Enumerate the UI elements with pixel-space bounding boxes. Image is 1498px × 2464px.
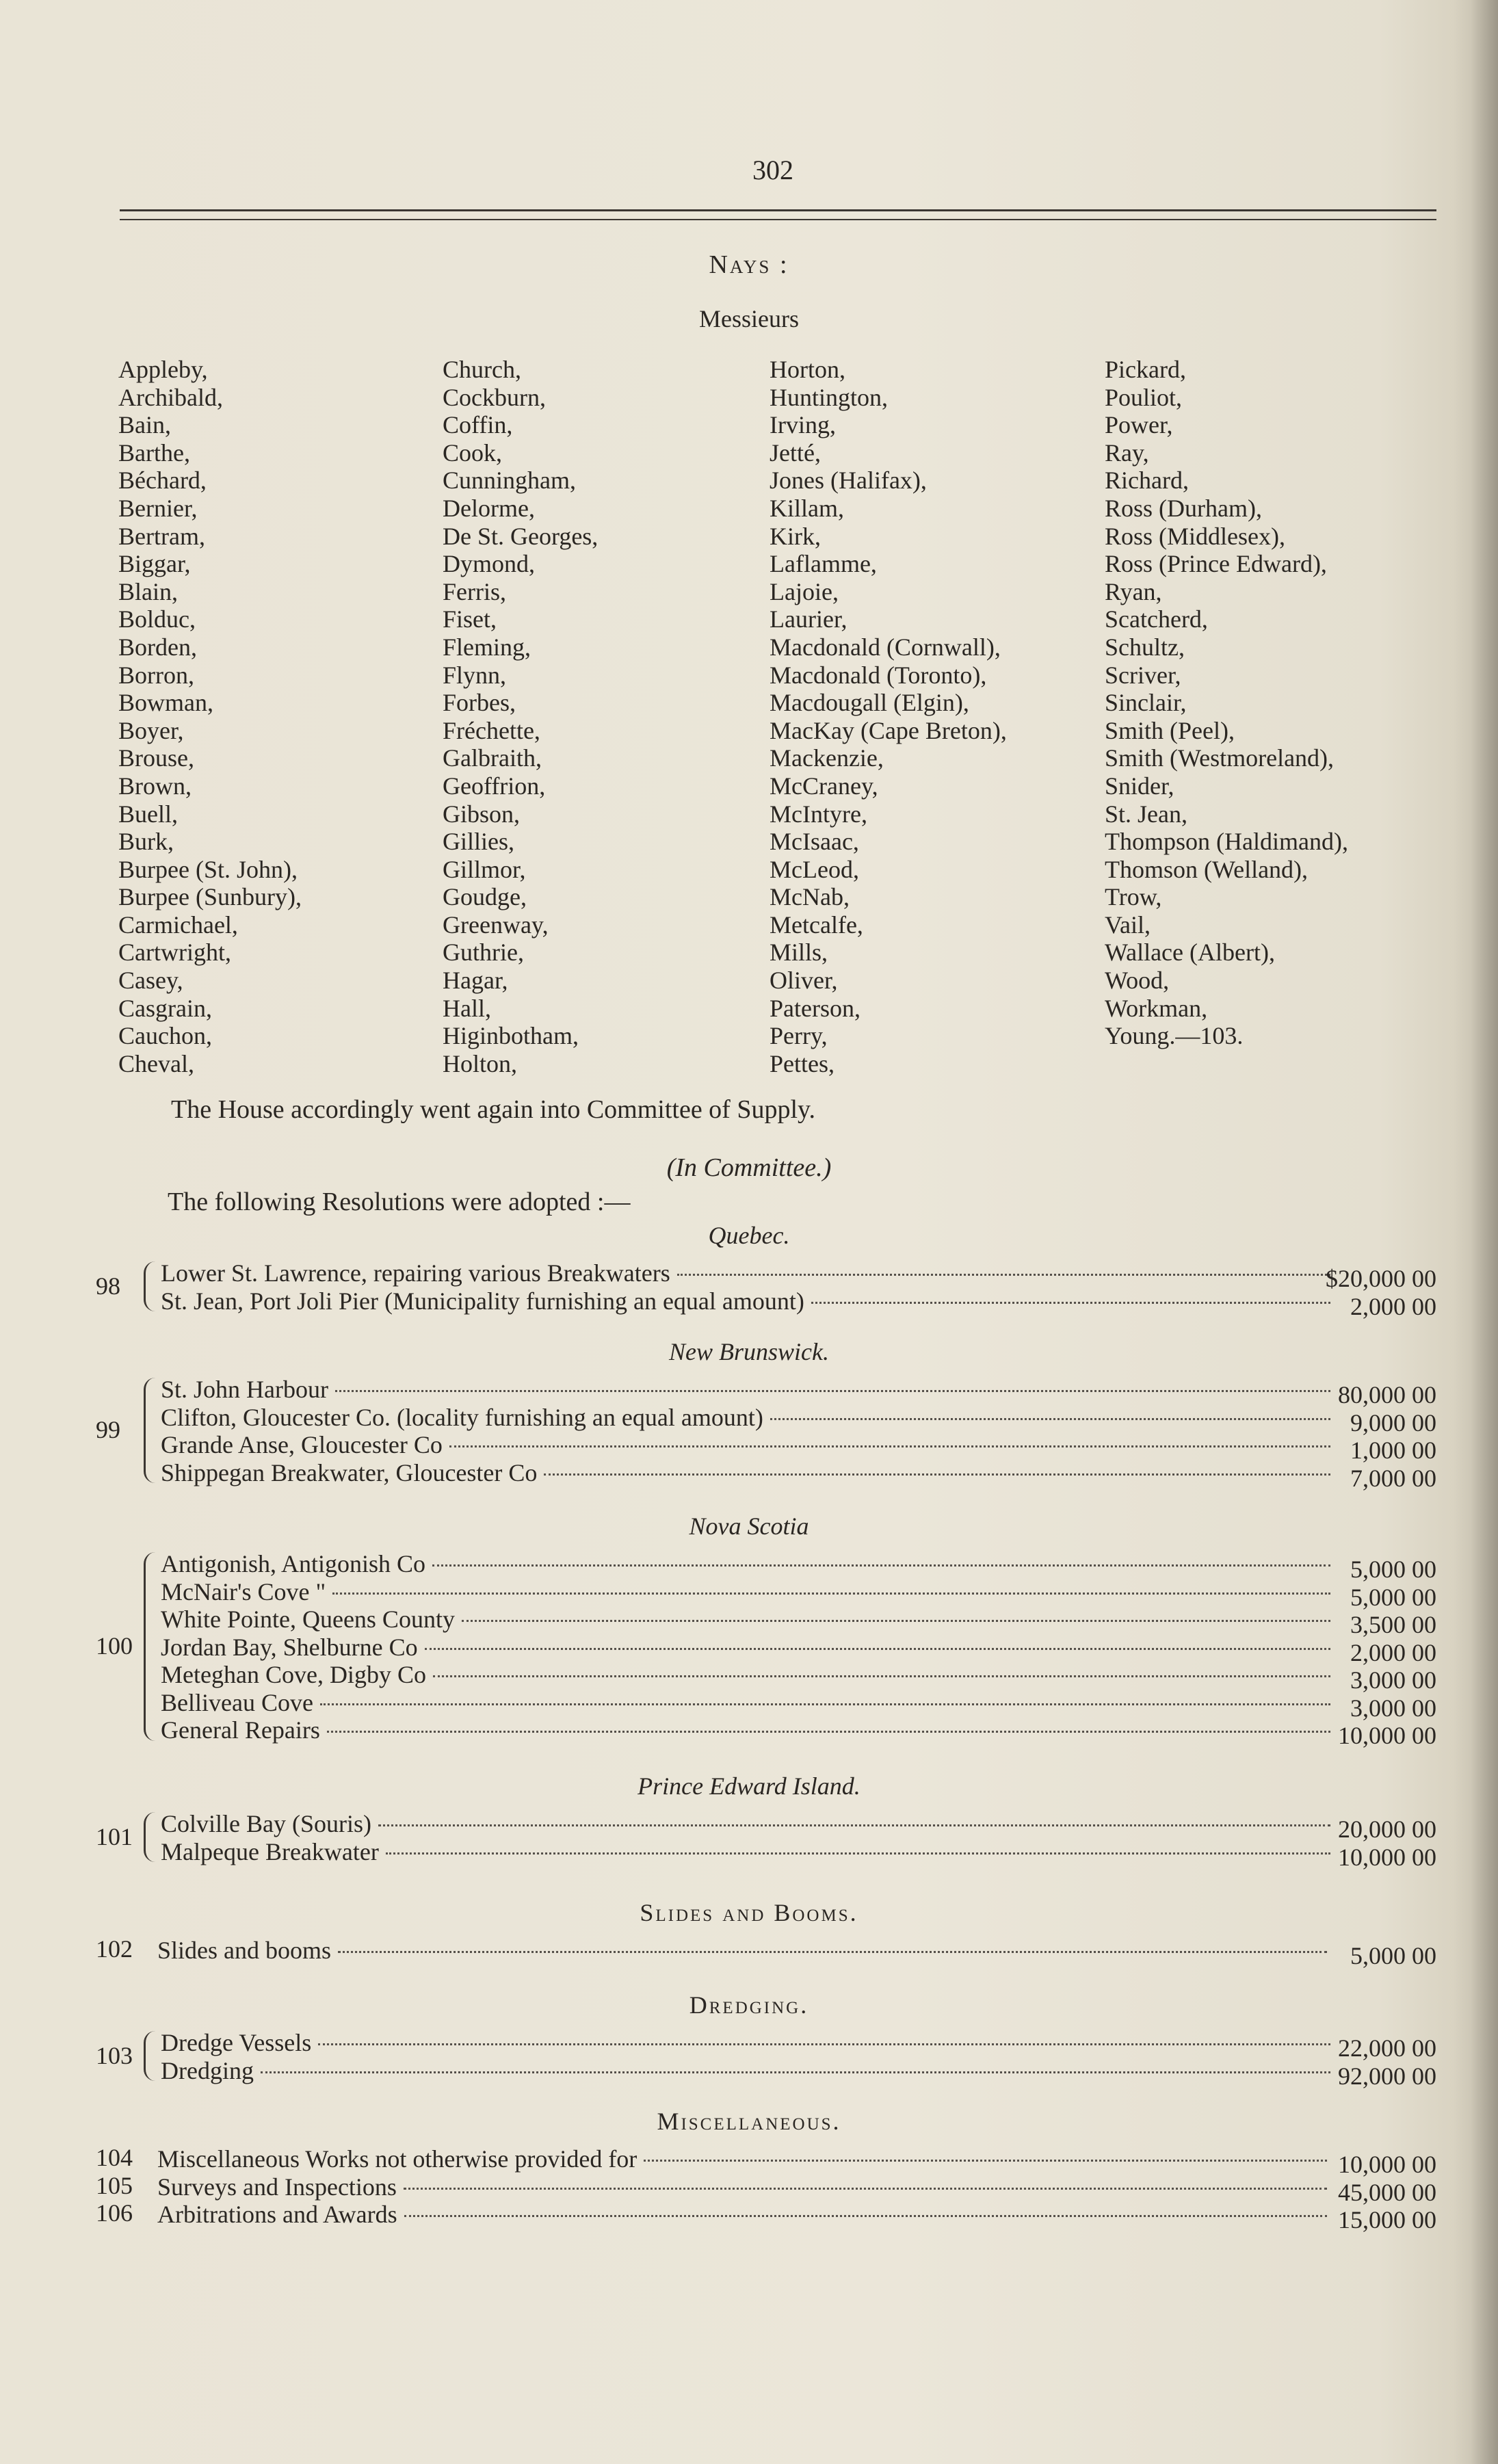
resolution-item <box>161 1458 1337 1486</box>
section-heading: Dredging. <box>689 1991 809 2019</box>
member-name: Killam, <box>770 494 844 522</box>
resolution-item <box>161 1837 1337 1865</box>
resolution-group <box>89 2144 1436 2178</box>
member-name: Ross (Durham), <box>1105 494 1262 522</box>
member-name: MacKay (Cape Breton), <box>770 716 1007 744</box>
member-name: Coffin, <box>443 411 513 439</box>
leader-dots <box>261 2071 1330 2073</box>
member-name: Béchard, <box>118 467 207 495</box>
item-description: Colville Bay (Souris) <box>161 1810 371 1837</box>
item-amount: 10,000 00 <box>1338 2151 1436 2178</box>
member-name: Geoffrion, <box>443 772 546 800</box>
member-name: Trow, <box>1105 883 1162 911</box>
item-amount: 7,000 00 <box>1350 1464 1436 1492</box>
resolution-item <box>161 1633 1337 1660</box>
member-name: Irving, <box>770 411 836 439</box>
member-name: Cunningham, <box>443 467 576 495</box>
resolution-group <box>89 2171 1436 2206</box>
item-description: Arbitrations and Awards <box>157 2201 397 2228</box>
item-description: St. John Harbour <box>161 1376 328 1403</box>
member-name: Ross (Middlesex), <box>1105 522 1285 550</box>
item-description: McNair's Cove " <box>161 1577 326 1605</box>
item-description: Slides and booms <box>157 1937 332 1964</box>
member-name: Holton, <box>443 1049 518 1077</box>
member-name: McNab, <box>770 883 850 911</box>
member-name: Borron, <box>118 661 194 689</box>
item-amount: $20,000 00 <box>1326 1265 1436 1292</box>
member-name: Higinbotham, <box>443 1022 579 1050</box>
nays-heading: Nays : <box>709 250 789 279</box>
leader-dots <box>432 1564 1330 1567</box>
section-heading: Slides and Booms. <box>640 1899 858 1926</box>
item-amount: 22,000 00 <box>1338 2034 1436 2062</box>
leader-dots <box>462 1620 1330 1622</box>
member-name: Kirk, <box>770 522 821 550</box>
brace <box>144 1552 155 1741</box>
member-name: Vail, <box>1105 910 1151 939</box>
leader-dots <box>320 1703 1330 1705</box>
item-description: White Pointe, Queens County <box>161 1605 455 1633</box>
member-name: Paterson, <box>770 994 860 1022</box>
leader-dots <box>449 1445 1330 1447</box>
resolution-item <box>157 2200 1334 2227</box>
member-name: Flynn, <box>443 661 507 689</box>
resolution-item <box>157 1936 1334 1963</box>
member-name: Goudge, <box>443 883 527 911</box>
member-name: Pouliot, <box>1105 383 1183 411</box>
member-name: Schultz, <box>1105 633 1185 661</box>
leader-dots <box>386 1852 1330 1854</box>
member-name: Burpee (St. John), <box>118 855 298 883</box>
leader-dots <box>335 1390 1330 1392</box>
brace <box>144 1812 155 1862</box>
member-name: Perry, <box>770 1022 828 1050</box>
member-name: Hagar, <box>443 967 508 995</box>
resolution-group <box>89 1375 1436 1492</box>
brace <box>144 1378 155 1483</box>
member-name: Appleby, <box>118 356 208 383</box>
item-description: Meteghan Cove, Digby Co <box>161 1661 426 1688</box>
resolution-item <box>157 2173 1334 2200</box>
member-name: Scatcherd, <box>1105 605 1208 633</box>
member-name: Young.—103. <box>1105 1022 1244 1050</box>
member-name: Macdougall (Elgin), <box>770 689 969 717</box>
member-name: Workman, <box>1105 994 1208 1022</box>
member-name: Casey, <box>118 967 183 995</box>
member-name: Mills, <box>770 939 828 967</box>
member-name: Cartwright, <box>118 939 231 967</box>
resolution-number: 99 <box>96 1416 120 1443</box>
page-number: 302 <box>752 155 793 185</box>
resolution-item <box>161 1549 1337 1577</box>
member-name: Oliver, <box>770 967 838 995</box>
member-name: Smith (Peel), <box>1105 716 1235 744</box>
member-name: Burk, <box>118 828 174 856</box>
member-name: Biggar, <box>118 550 191 578</box>
section-heading: Prince Edward Island. <box>638 1772 860 1800</box>
member-name: Gibson, <box>443 800 521 828</box>
member-name: Thomson (Welland), <box>1105 855 1309 883</box>
name-column-4 <box>1105 356 1433 1050</box>
member-name: Ferris, <box>443 577 506 605</box>
member-name: Gillmor, <box>443 855 526 883</box>
item-amount: 5,000 00 <box>1350 1942 1436 1969</box>
member-name: Macdonald (Cornwall), <box>770 633 1001 661</box>
member-name: Bolduc, <box>118 605 196 633</box>
resolution-item <box>161 1375 1337 1402</box>
member-name: Mackenzie, <box>770 744 884 772</box>
resolution-group <box>89 1935 1436 1969</box>
member-name: Metcalfe, <box>770 910 863 939</box>
member-name: Forbes, <box>443 689 516 717</box>
item-amount: 5,000 00 <box>1350 1583 1436 1611</box>
member-name: Burpee (Sunbury), <box>118 883 302 911</box>
member-name: McLeod, <box>770 855 859 883</box>
resolution-item <box>161 1403 1337 1430</box>
section-heading: Nova Scotia <box>689 1512 809 1540</box>
member-name: Barthe, <box>118 438 190 467</box>
resolution-number: 105 <box>96 2171 133 2199</box>
leader-dots <box>644 2160 1327 2162</box>
item-amount: 3,000 00 <box>1350 1694 1436 1722</box>
member-name: Huntington, <box>770 383 889 411</box>
member-name: Bain, <box>118 411 171 439</box>
brace <box>144 1261 155 1311</box>
member-name: Ross (Prince Edward), <box>1105 550 1327 578</box>
item-amount: 10,000 00 <box>1338 1722 1436 1749</box>
member-name: Fiset, <box>443 605 497 633</box>
leader-dots <box>338 1951 1327 1953</box>
house-committee-text: The House accordingly went again into Committee of Supply. <box>171 1095 816 1124</box>
section-heading: Miscellaneous. <box>657 2108 841 2135</box>
item-description: Malpeque Breakwater <box>161 1837 379 1865</box>
resolution-group <box>89 1549 1436 1749</box>
item-amount: 2,000 00 <box>1350 1638 1436 1666</box>
item-amount: 5,000 00 <box>1350 1556 1436 1583</box>
item-amount: 10,000 00 <box>1338 1843 1436 1871</box>
member-name: Snider, <box>1105 772 1174 800</box>
in-committee-heading: (In Committee.) <box>666 1153 832 1182</box>
item-amount: 20,000 00 <box>1338 1816 1436 1843</box>
leader-dots <box>332 1593 1330 1595</box>
resolution-item <box>161 1716 1337 1743</box>
member-name: Church, <box>443 356 521 383</box>
item-description: Clifton, Gloucester Co. (locality furnishing an equal amount) <box>161 1403 763 1431</box>
leader-dots <box>677 1274 1330 1276</box>
leader-dots <box>433 1675 1330 1677</box>
leader-dots <box>327 1731 1330 1733</box>
item-description: Lower St. Lawrence, repairing various Breakwaters <box>161 1259 670 1287</box>
member-name: Power, <box>1105 411 1173 439</box>
resolution-group <box>89 2199 1436 2233</box>
item-description: Belliveau Cove <box>161 1688 313 1716</box>
resolution-group <box>89 1809 1436 1871</box>
resolution-number: 103 <box>96 2041 133 2069</box>
member-name: McCraney, <box>770 772 878 800</box>
member-name: Fréchette, <box>443 716 540 744</box>
member-name: Pettes, <box>770 1049 835 1077</box>
member-name: Galbraith, <box>443 744 542 772</box>
member-name: Delorme, <box>443 494 535 522</box>
member-name: St. Jean, <box>1105 800 1187 828</box>
member-name: Dymond, <box>443 550 535 578</box>
header-rule-bottom <box>120 219 1436 220</box>
resolution-item <box>161 1430 1337 1458</box>
member-name: Archibald, <box>118 383 223 411</box>
messieurs-heading: Messieurs <box>699 305 799 332</box>
brace <box>144 2031 155 2081</box>
member-name: McIntyre, <box>770 800 867 828</box>
leader-dots <box>318 2043 1330 2045</box>
member-name: Carmichael, <box>118 910 238 939</box>
resolutions-intro: The following Resolutions were adopted :— <box>168 1188 631 1216</box>
section-heading: New Brunswick. <box>669 1338 829 1365</box>
resolution-number: 98 <box>96 1272 120 1300</box>
resolution-group <box>89 2028 1436 2090</box>
member-name: Jetté, <box>770 438 821 467</box>
member-name: Fleming, <box>443 633 531 661</box>
item-amount: 2,000 00 <box>1350 1292 1436 1320</box>
member-name: Bernier, <box>118 494 198 522</box>
member-name: Borden, <box>118 633 197 661</box>
resolution-item <box>161 1287 1337 1314</box>
item-amount: 80,000 00 <box>1338 1381 1436 1408</box>
member-name: Scriver, <box>1105 661 1181 689</box>
name-column-3 <box>770 356 1098 1077</box>
resolution-item <box>161 2056 1337 2084</box>
resolution-number: 102 <box>96 1935 133 1963</box>
member-name: Hall, <box>443 994 491 1022</box>
member-name: Brouse, <box>118 744 194 772</box>
member-name: De St. Georges, <box>443 522 599 550</box>
leader-dots <box>425 1648 1330 1650</box>
header-rule-top <box>120 209 1436 211</box>
member-name: Ryan, <box>1105 577 1162 605</box>
resolution-item <box>161 1688 1337 1716</box>
member-name: Jones (Halifax), <box>770 467 927 495</box>
member-name: Laflamme, <box>770 550 877 578</box>
resolution-item <box>157 2145 1334 2172</box>
leader-dots <box>378 1824 1330 1826</box>
leader-dots <box>544 1473 1330 1476</box>
item-description: Jordan Bay, Shelburne Co <box>161 1633 418 1661</box>
member-name: Greenway, <box>443 910 549 939</box>
member-name: Bowman, <box>118 689 213 717</box>
member-name: Cheval, <box>118 1049 194 1077</box>
resolution-item <box>161 1809 1337 1837</box>
item-amount: 45,000 00 <box>1338 2178 1436 2206</box>
member-name: Blain, <box>118 577 178 605</box>
item-description: Dredge Vessels <box>161 2029 312 2056</box>
member-name: Horton, <box>770 356 845 383</box>
item-description: St. Jean, Port Joli Pier (Municipality furnishing an equal amount) <box>161 1287 804 1315</box>
member-name: Thompson (Haldimand), <box>1105 828 1348 856</box>
leader-dots <box>404 2188 1327 2190</box>
name-column-2 <box>443 356 771 1077</box>
item-description: General Repairs <box>161 1716 320 1744</box>
leader-dots <box>770 1418 1330 1420</box>
resolution-number: 106 <box>96 2199 133 2227</box>
member-name: Wallace (Albert), <box>1105 939 1275 967</box>
member-name: Sinclair, <box>1105 689 1187 717</box>
item-amount: 3,500 00 <box>1350 1611 1436 1638</box>
member-name: Ray, <box>1105 438 1149 467</box>
resolution-group <box>89 1259 1436 1320</box>
item-description: Miscellaneous Works not otherwise provided for <box>157 2145 638 2173</box>
member-name: Richard, <box>1105 467 1189 495</box>
resolution-item <box>161 1605 1337 1632</box>
member-name: Brown, <box>118 772 192 800</box>
member-name: Buell, <box>118 800 178 828</box>
resolution-item <box>161 2028 1337 2056</box>
page-edge-shadow <box>1471 0 1498 2464</box>
section-heading: Quebec. <box>708 1222 790 1249</box>
item-amount: 3,000 00 <box>1350 1666 1436 1694</box>
item-description: Antigonish, Antigonish Co <box>161 1550 426 1577</box>
resolution-number: 104 <box>96 2144 133 2172</box>
leader-dots <box>404 2215 1327 2217</box>
member-name: Bertram, <box>118 522 205 550</box>
resolution-item <box>161 1577 1337 1605</box>
item-description: Dredging <box>161 2056 254 2084</box>
member-name: Gillies, <box>443 828 514 856</box>
item-amount: 9,000 00 <box>1350 1408 1436 1437</box>
member-name: Smith (Westmoreland), <box>1105 744 1335 772</box>
member-name: Wood, <box>1105 967 1170 995</box>
member-name: Macdonald (Toronto), <box>770 661 987 689</box>
leader-dots <box>811 1302 1330 1304</box>
resolution-number: 100 <box>96 1631 133 1660</box>
member-name: Boyer, <box>118 716 184 744</box>
member-name: Lajoie, <box>770 577 839 605</box>
name-column-1 <box>118 356 447 1077</box>
member-name: Guthrie, <box>443 939 524 967</box>
item-description: Surveys and Inspections <box>157 2173 397 2201</box>
member-name: Laurier, <box>770 605 847 633</box>
member-name: Cockburn, <box>443 383 546 411</box>
resolution-item <box>161 1259 1337 1286</box>
item-description: Grande Anse, Gloucester Co <box>161 1431 443 1458</box>
item-amount: 92,000 00 <box>1338 2062 1436 2090</box>
resolution-item <box>161 1660 1337 1688</box>
resolution-number: 101 <box>96 1822 133 1850</box>
member-name: Pickard, <box>1105 356 1186 383</box>
member-name: McIsaac, <box>770 828 859 856</box>
member-name: Casgrain, <box>118 994 212 1022</box>
item-amount: 1,000 00 <box>1350 1437 1436 1464</box>
member-name: Cook, <box>443 438 503 467</box>
item-description: Shippegan Breakwater, Gloucester Co <box>161 1458 538 1486</box>
member-name: Cauchon, <box>118 1022 212 1050</box>
item-amount: 15,000 00 <box>1338 2206 1436 2233</box>
